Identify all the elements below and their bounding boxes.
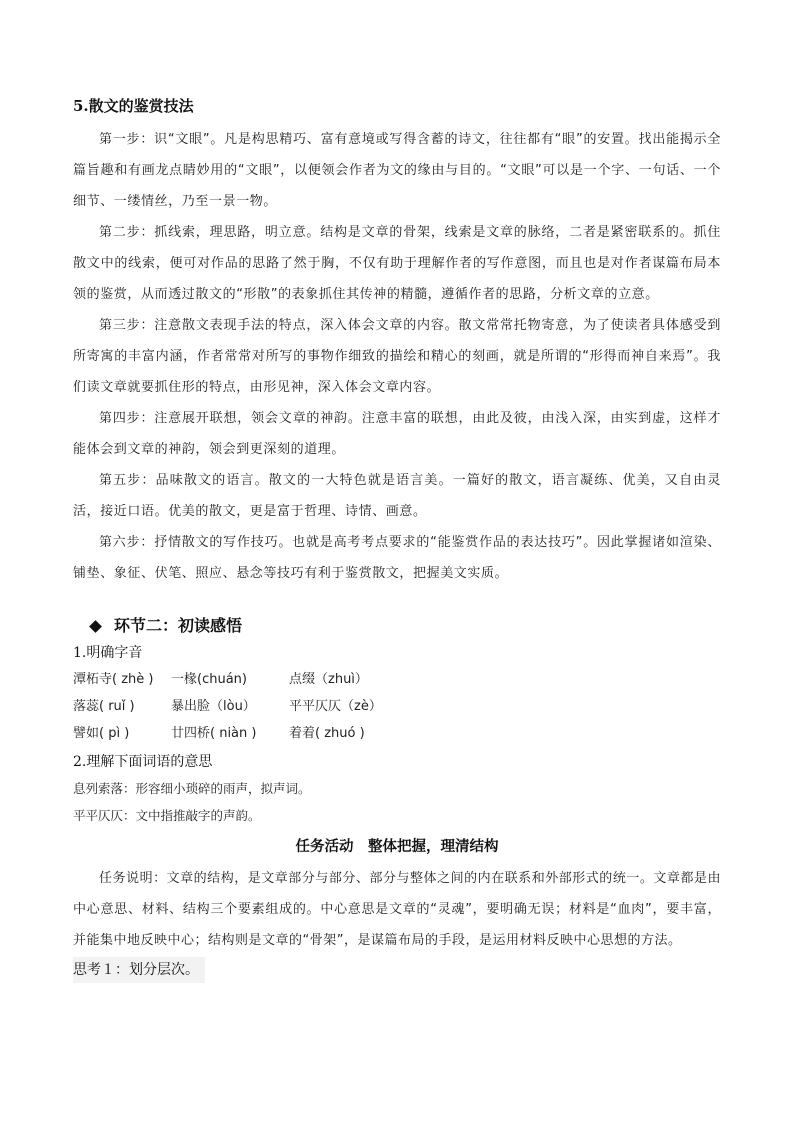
diamond-bullet-icon — [89, 620, 102, 633]
vocab-item: 廿四桥( niàn ) — [171, 726, 257, 741]
page-content — [73, 96, 721, 983]
vocab-item: 暴出脸（lòu） — [171, 699, 256, 714]
vocab-item: 譬如( pì ) — [73, 726, 130, 741]
step-paragraph: 第五步：品味散文的语言。散文的一大特色就是语言美。一篇好的散文，语言凝练、优美，又自由灵活，接近口语。优美的散文，更是富于哲理、诗情、画意。 — [73, 473, 721, 519]
definition-line: 息列索落：形容细小琐碎的雨声，拟声词。 — [73, 781, 311, 796]
vocab-item: 一椽(chuán) — [171, 672, 247, 687]
task-title: 任务活动 整体把握，理清结构 — [295, 838, 499, 855]
section-heading-text: 环节二：初读感悟 — [114, 616, 243, 635]
definition-line: 平平仄仄：文中指推敲字的声韵。 — [73, 808, 261, 823]
subheading-meaning: 2.理解下面词语的意思 — [73, 754, 213, 770]
vocab-row — [73, 693, 721, 720]
section-heading — [73, 614, 721, 638]
step-paragraph: 第三步：注意散文表现手法的特点，深入体会文章的内容。散文常常托物寄意，为了使读者具体感受到所寄寓的丰富内涵，作者常常对所写的事物作细致的描绘和精心的刻画，就是所谓的“形得而神自来焉”。我们读文章就要抓住形的特点，由形见神，深入体会文章内容。 — [73, 318, 721, 395]
vocab-item: 落蕊( ruǐ ) — [73, 699, 135, 714]
vocab-item: 着着( zhuó ) — [289, 726, 365, 741]
vocab-item: 点缀（zhuì） — [289, 672, 368, 687]
step-paragraph: 第四步：注意展开联想，领会文章的神韵。注意丰富的联想，由此及彼，由浅入深，由实到虚，这样才能体会到文章的神韵，领会到更深刻的道理。 — [73, 411, 721, 457]
section-title: 5.散文的鉴赏技法 — [73, 97, 194, 115]
think-prompt: 思考１：划分层次。 — [73, 957, 205, 983]
step-paragraph: 第六步：抒情散文的写作技巧。也就是高考考点要求的“能鉴赏作品的表达技巧”。因此掌握诸如渲染、铺垫、象征、伏笔、照应、悬念等技巧有利于鉴赏散文，把握美文实质。 — [73, 535, 721, 581]
vocab-item: 潭柘寺( zhè ) — [73, 672, 154, 687]
step-paragraph: 第一步：识“文眼”。凡是构思精巧、富有意境或写得含蓄的诗文，往往都有“眼”的安置。找出能揭示全篇旨趣和有画龙点睛妙用的“文眼”，以便领会作者为文的缘由与目的。“文眼”可以是一个字、一句话、一个细节、一缕情丝，乃至一景一物。 — [73, 132, 721, 209]
vocab-item: 平平仄仄（zè） — [289, 699, 382, 714]
task-description: 任务说明：文章的结构，是文章部分与部分、部分与整体之间的内在联系和外部形式的统一。文章都是由中心意思、材料、结构三个要素组成的。中心意思是文章的“灵魂”，要明确无误；材料是“血肉”，要丰富，并能集中地反映中心；结构则是文章的“骨架”，是谋篇布局的手段，是运用材料反映中心思想的方法。 — [73, 871, 721, 948]
subheading-pronunciation: 1.明确字音 — [73, 645, 143, 661]
step-paragraph: 第二步：抓线索，理思路，明立意。结构是文章的骨架，线索是文章的脉络，二者是紧密联系的。抓住散文中的线索，便可对作品的思路了然于胸，不仅有助于理解作者的写作意图，而且也是对作者谋篇布局本领的鉴赏，从而透过散文的“形散”的表象抓住其传神的精髓，遵循作者的思路，分析文章的立意。 — [73, 225, 721, 302]
vocab-row — [73, 720, 721, 747]
vocab-row — [73, 666, 721, 693]
